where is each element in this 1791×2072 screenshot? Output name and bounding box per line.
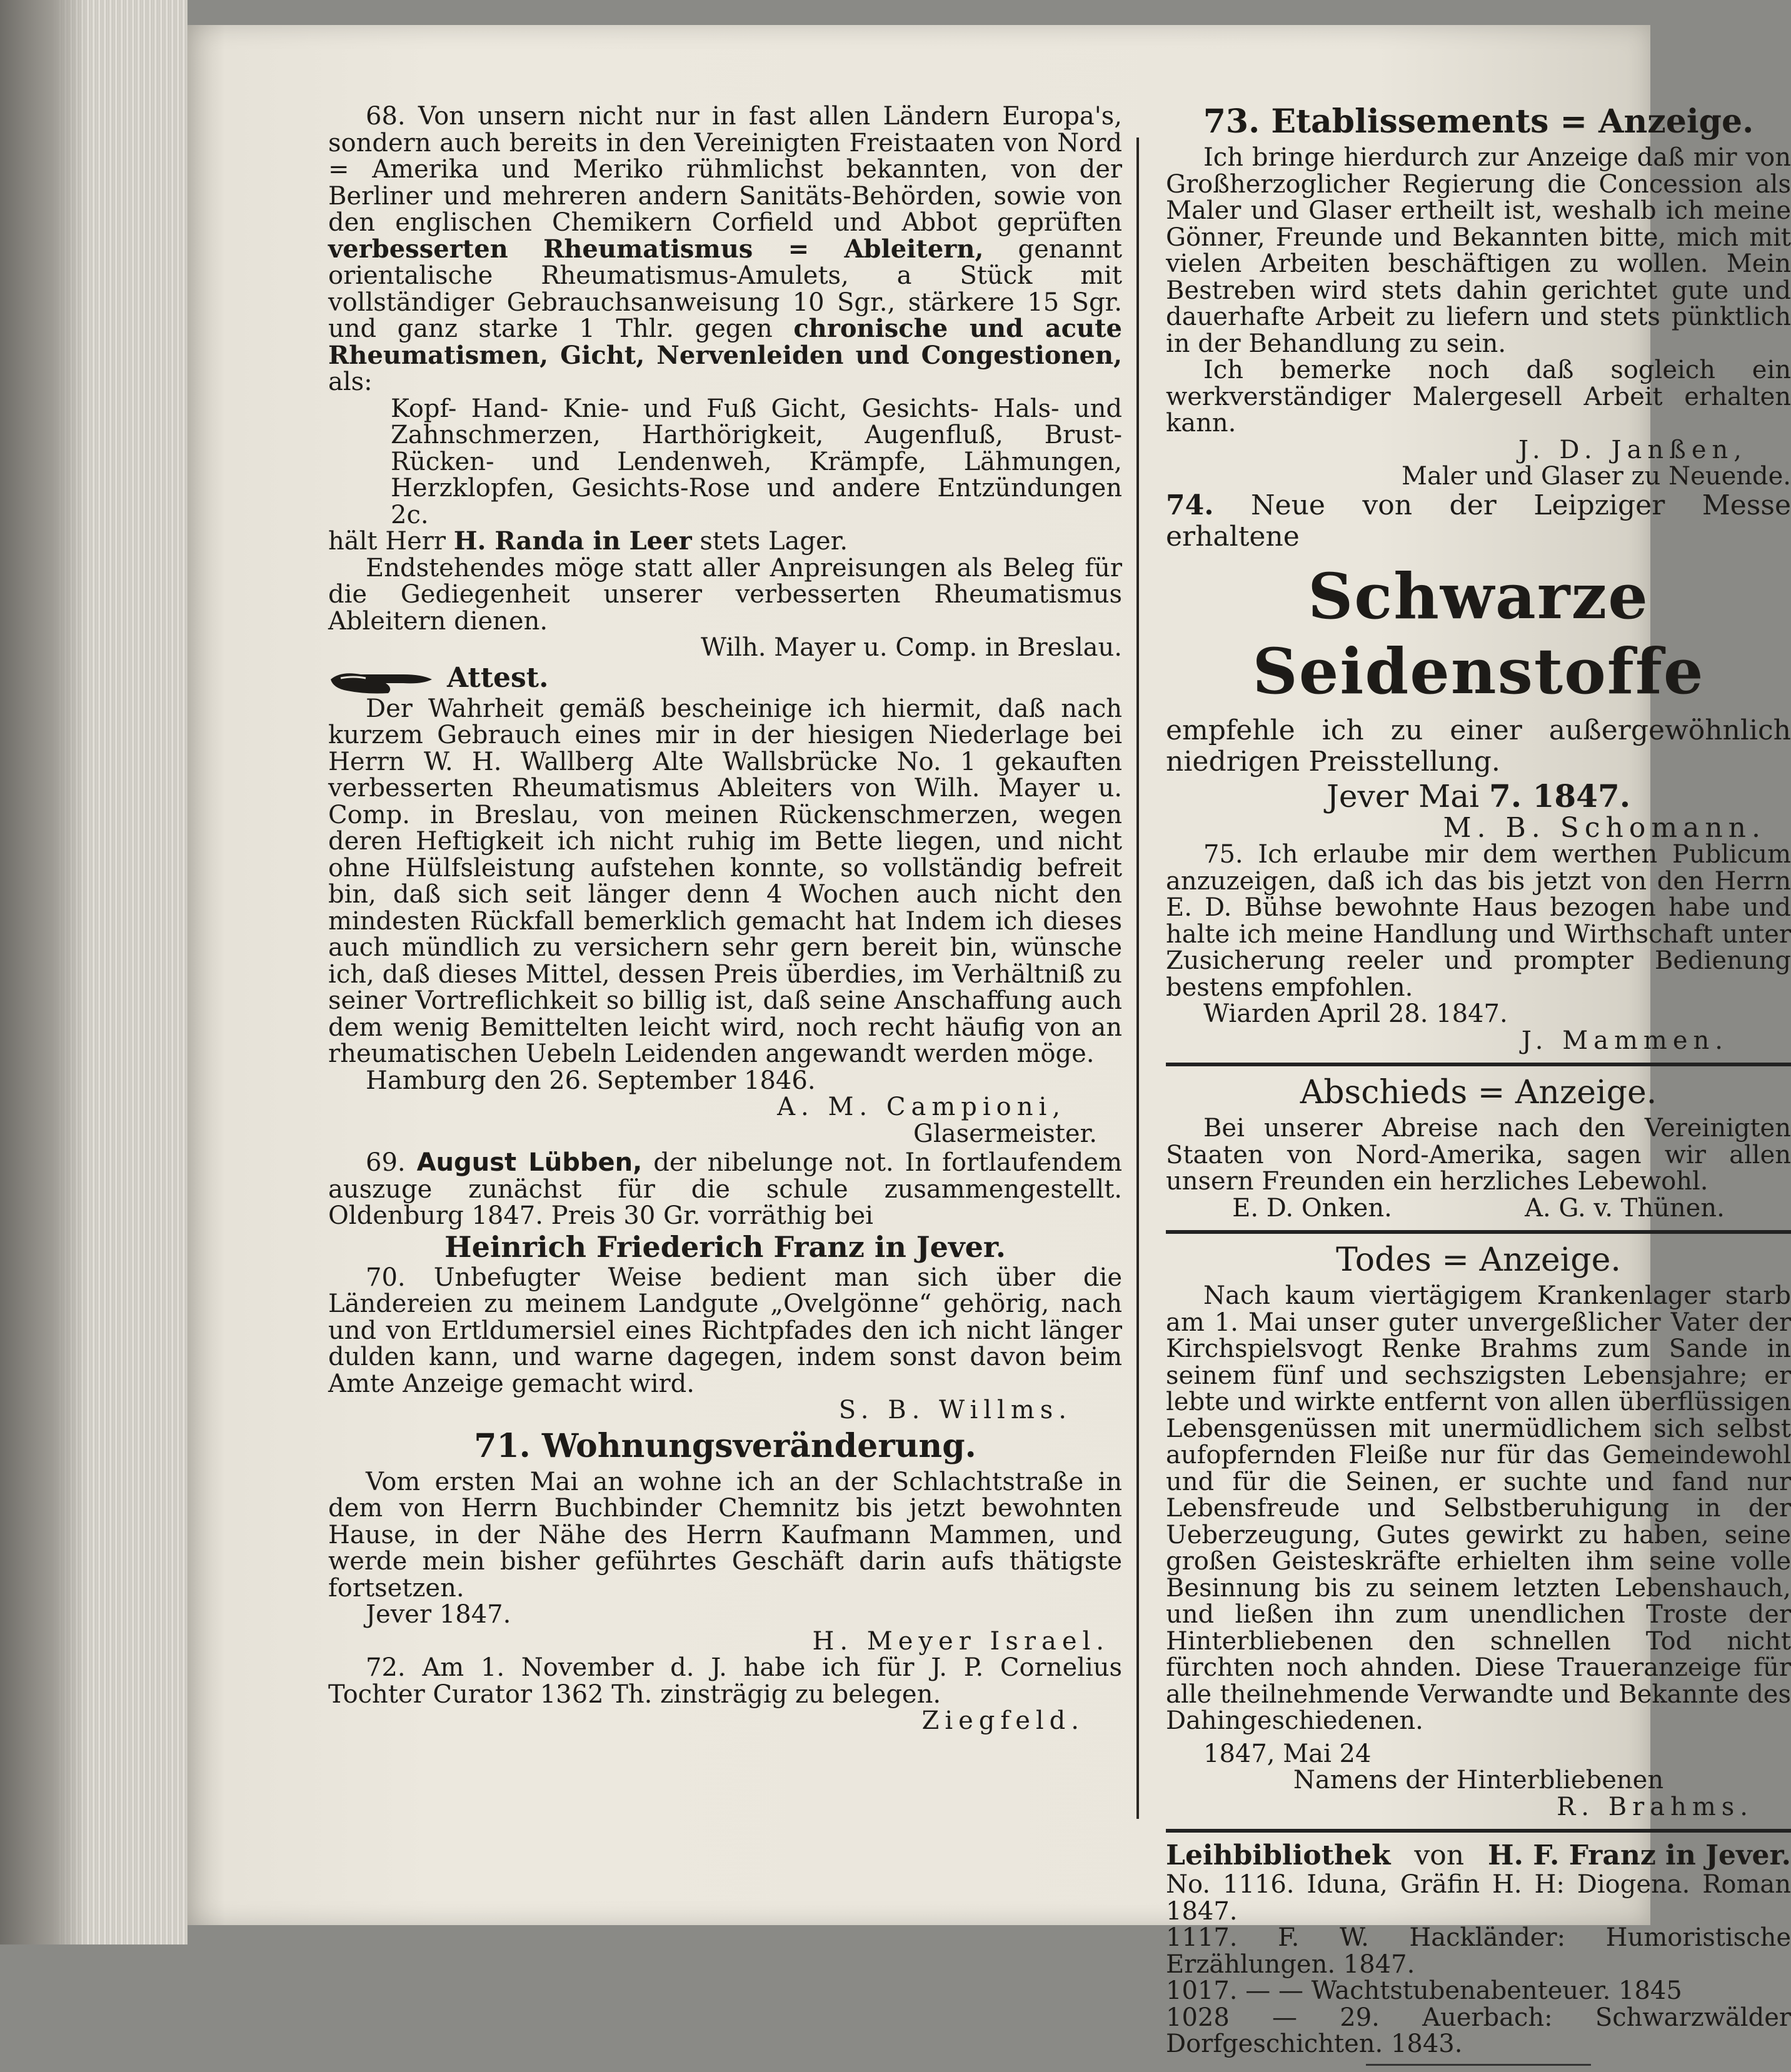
ad-70: 70. Unbefugter Weise bedient man sich über die Ländereien zu meinem Landgute „Ovelgönne“ gehörig, nach und von Ertldumersiel eines Richtpfades den ich nicht länger dulden kann, und warne dagegen, indem sonst davon beim Amte Anzeige gemacht wird. [328,1263,1122,1398]
section-rule [1166,1230,1791,1234]
attest-body: Der Wahrheit gemäß bescheinige ich hiermit, daß nach kurzem Gebrauch eines mir in der hiesigen Niederlage bei Herrn W. H. Wallberg Alte Wallsbrücke No. 1 gekauften verbesserten Rheumatismus Ableiters von Wilh. Mayer u. Comp. in Breslau, von meinen Rückenschmerzen, wegen deren Heftigkeit ich nicht ruhig im Bette liegen, und nicht ohne Hülfsleistung aufstehen konnte, so vollständig befreit bin, daß sich seit länger denn 4 Wochen auch nicht den mindesten Rückfall bemerklich gemacht hat Indem ich dieses auch mündlich zu versichern sehr gern bereit bin, wünsche ich, daß dieses Mittel, dessen Preis überdies, im Verhältniß zu seiner Vortreflichkeit so billig ist, daß seine Anschaffung auch dem wenig Bemittelten leicht wird, noch recht häufig von an rheumatischen Uebeln Leidenden angewandt werden möge. [328,694,1122,1068]
farewell-body: Bei unserer Abreise nach den Vereinigten Staaten von Nord-Amerika, sagen wir allen unsern Freunden ein herzliches Lebewohl. [1166,1114,1791,1196]
left-column [328,103,1122,1734]
section-rule [1166,1063,1791,1066]
ad-74-signature: M. B. Schomann. [1443,811,1766,844]
library-item: No. 1116. Iduna, Gräfin H. H: Diogena. Roman 1847. [1166,1870,1791,1926]
ad-71-signature: H. Meyer Israel. [812,1626,1110,1656]
library-title: Leihbibliothek von H. F. Franz in Jever. [1166,1839,1791,1871]
ad-72: 72. Am 1. November d. J. habe ich für J. P. Cornelius Tochter Curator 1362 Th. zinsträgig zu belegen. [328,1653,1122,1709]
pointing-hand-icon [328,666,434,696]
ad-72-signature: Ziegfeld. [921,1706,1085,1735]
ad-74-intro: 74. Neue von der Leipziger Messe erhaltene [1166,489,1791,553]
right-column [1166,103,1791,2072]
ad-73-note: Ich bemerke noch daß sogleich ein werkverständiger Malergesell Arbeit erhalten kann. [1166,356,1791,438]
book-edge-shadow [0,0,88,1944]
death-signature-label: Namens der Hinterbliebenen [1293,1766,1664,1794]
attest-title: Glasermeister. [913,1119,1097,1148]
ad-71-date: Jever 1847. [366,1600,511,1629]
library-item: 1117. F. W. Hackländer: Humoristische Erzählungen. 1847. [1166,1923,1791,1979]
library-item: 1017. — — Wachtstubenabenteuer. 1845 [1166,1976,1682,2005]
ad-75: 75. Ich erlaube mir dem werthen Publicum anzuzeigen, daß ich das bis jetzt von den Herrn E. D. Bühse bewohnte Haus bezogen habe und halte ich meine Handlung und Wirthschaft unter Zusicherung reeler und prompter Bedienung bestens empfohlen. [1166,840,1791,1002]
library-item: 1028 — 29. Auerbach: Schwarzwälder Dorfgeschichten. 1843. [1166,2003,1791,2058]
newspaper-page [188,25,1791,2058]
ad-75-date: Wiarden April 28. 1847. [1203,999,1508,1028]
end-rule [1366,2064,1591,2066]
ad-70-signature: S. B. Willms. [838,1396,1072,1424]
ad-73-signature: J. D. Janßen, [1518,435,1747,464]
farewell-title: Abschieds = Anzeige. [1300,1074,1657,1111]
ad-68-list: Kopf- Hand- Knie- und Fuß Gicht, Gesichts- Hals- und Zahnschmerzen, Harthörigkeit, Augenfluß, Brust- Rücken- und Lendenweh, Krämpfe, Lähmungen, Herzklopfen, Gesichts-Rose und andere Entzündungen 2c. [391,394,1122,529]
ad-73-title: 73. Etablissements = Anzeige. [1203,103,1754,141]
ad-74-headline: Schwarze Seidenstoffe [1252,559,1705,708]
ad-75-signature: J. Mammen. [1521,1026,1728,1055]
death-title: Todes = Anzeige. [1336,1241,1621,1279]
ad-69-shop: Heinrich Friederich Franz in Jever. [444,1229,1006,1264]
ad-74-date: Jever Mai 7. 1847. [1326,777,1631,814]
ad-73-occupation: Maler und Glaser zu Neuende. [1402,462,1791,491]
attest-date: Hamburg den 26. September 1846. [366,1066,816,1095]
section-rule [1166,1829,1791,1833]
attest-signature: A. M. Campioni, [777,1093,1066,1121]
ad-71-title: 71. Wohnungsveränderung. [474,1426,976,1465]
column-divider [1136,138,1139,1819]
farewell-signatures: E. D. Onken. A. G. v. Thünen. [1232,1193,1725,1223]
attest-heading: Attest. [328,665,1122,696]
ad-68: 68. Von unsern nicht nur in fast allen Ländern Europa's, sondern auch bereits in den Vereinigten Freistaaten von Nord = Amerika und Meriko rühmlichst bekannten, von der Berliner und mehreren andern Sanitäts-Behörden, sowie von den englischen Chemikern Corfield und Abbot geprüften verbesserten Rheumatismus = Ableitern, genannt orientalische Rheumatismus-Amulets, a Stück mit vollständiger Gebrauchsanweisung 10 Sgr., stärkere 15 Sgr. und ganz starke 1 Thlr. gegen chronische und acute Rheumatismen, Gicht, Nervenleiden und Congestionen, als: [328,102,1123,396]
death-signature: R. Brahms. [1557,1792,1753,1821]
ad-68-closing: Endstehendes möge statt aller Anpreisungen als Beleg für die Gediegenheit unserer verbesserten Rheumatismus Ableitern dienen. [328,553,1122,636]
ad-68-agent: hält Herr H. Randa in Leer stets Lager. [328,526,848,556]
ad-69: 69. August Lübben, der nibelunge not. In fortlaufendem auszuge zunächst für die schule zusammengestellt. Oldenburg 1847. Preis 30 Gr. vorräthig bei [328,1148,1123,1230]
ad-68-signature: Wilh. Mayer u. Comp. in Breslau. [700,633,1122,662]
ad-73-body: Ich bringe hierdurch zur Anzeige daß mir von Großherzoglicher Regierung die Concession als Maler und Glaser ertheilt ist, weshalb ich meine Gönner, Freunde und Bekannten bitte, mich mit vielen Arbeiten beschäftigen zu wollen. Mein Bestreben wird stets dahin gerichtet gute und dauerhafte Arbeit zu liefern und stets pünktlich in der Behandlung zu sein. [1166,143,1791,358]
ad-71-body: Vom ersten Mai an wohne ich an der Schlachtstraße in dem von Herrn Buchbinder Chemnitz bis jetzt bewohnten Hause, in der Nähe des Herrn Kaufmann Mammen, und werde mein bisher geführtes Geschäft darin aufs thätigste fortsetzen. [328,1467,1122,1603]
death-body: Nach kaum viertägigem Krankenlager starb am 1. Mai unser guter unvergeßlicher Vater der Kirchspielsvogt Renke Brahms zum Sande in seinem fünf und sechszigsten Lebensjahre; er lebte und wirkte entfernt von allen überflüssigen Lebensgenüssen mit unermüdlichem sich selbst aufopfernden Fleiße nur für das Gemeindewohl und für die Seinen, er suchte und fand nur Lebensfreude und Selbstberuhigung in der Ueberzeugung, Gutes gewirkt zu haben, seine großen Geisteskräfte erhielten ihm seine volle Besinnung bis zu seinem letzten Lebenshauch, und ließen ihn zum unendlichen Troste der Hinterbliebenen den schnellen Tod nicht fürchten noch ahnden. Diese Traueranzeige für alle theilnehmende Verwandte und Bekannte des Dahingeschiedenen. [1166,1281,1791,1735]
ad-74-body: empfehle ich zu einer außergewöhnlich niedrigen Preisstellung. [1166,714,1791,778]
death-date: 1847, Mai 24 [1203,1739,1372,1768]
